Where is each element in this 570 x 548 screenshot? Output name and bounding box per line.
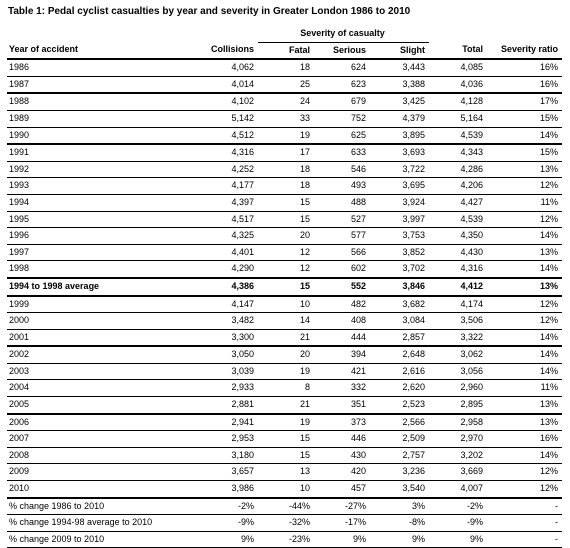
collisions-cell: 4,102 — [189, 93, 258, 110]
slight-cell: 2,757 — [370, 447, 429, 464]
table-row — [7, 447, 562, 464]
fatal-cell: 21 — [258, 397, 314, 414]
col-header-collisions: Collisions — [189, 42, 258, 59]
slight-cell: 3,388 — [370, 76, 429, 93]
fatal-cell: 19 — [258, 414, 314, 431]
total-cell: 4,316 — [429, 261, 487, 278]
col-header-total: Total — [429, 42, 487, 59]
serious-cell: 633 — [314, 144, 370, 161]
table-row — [7, 59, 562, 76]
fatal-cell: 12 — [258, 244, 314, 261]
serious-cell: 493 — [314, 178, 370, 195]
collisions-cell: 4,062 — [189, 59, 258, 76]
severity-ratio-cell: 16% — [487, 59, 562, 76]
slight-cell: 3,702 — [370, 261, 429, 278]
table-row — [7, 110, 562, 127]
serious-cell: 488 — [314, 194, 370, 211]
severity-ratio-cell: 16% — [487, 76, 562, 93]
table-row — [7, 397, 562, 414]
serious-cell: 624 — [314, 59, 370, 76]
year-cell: 2005 — [7, 397, 189, 414]
slight-cell: 3,997 — [370, 211, 429, 228]
casualties-table — [7, 26, 562, 548]
year-cell: 2002 — [7, 346, 189, 363]
severity-ratio-cell: 12% — [487, 481, 562, 498]
slight-cell: 3,895 — [370, 127, 429, 144]
collisions-cell: 4,397 — [189, 194, 258, 211]
serious-cell: 623 — [314, 76, 370, 93]
severity-ratio-cell: - — [487, 515, 562, 532]
collisions-cell: 3,039 — [189, 363, 258, 380]
year-cell: 1993 — [7, 178, 189, 195]
col-header-slight: Slight — [370, 42, 429, 59]
severity-ratio-cell: 11% — [487, 194, 562, 211]
slight-cell: 3,852 — [370, 244, 429, 261]
total-cell: 4,036 — [429, 76, 487, 93]
table-row — [7, 363, 562, 380]
table-row — [7, 261, 562, 278]
severity-ratio-cell: 12% — [487, 296, 562, 313]
fatal-cell: 13 — [258, 464, 314, 481]
severity-ratio-cell: 13% — [487, 414, 562, 431]
total-cell: 4,174 — [429, 296, 487, 313]
fatal-cell: 25 — [258, 76, 314, 93]
slight-cell: 3,236 — [370, 464, 429, 481]
slight-cell: 2,509 — [370, 431, 429, 448]
serious-cell: 444 — [314, 329, 370, 346]
total-cell: 4,430 — [429, 244, 487, 261]
collisions-cell: 4,386 — [189, 278, 258, 296]
fatal-cell: 15 — [258, 194, 314, 211]
table-row — [7, 244, 562, 261]
table-row — [7, 161, 562, 178]
slight-cell: 3,722 — [370, 161, 429, 178]
total-cell: 2,960 — [429, 380, 487, 397]
year-cell: 2006 — [7, 414, 189, 431]
col-header-serious: Serious — [314, 42, 370, 59]
year-cell: 2004 — [7, 380, 189, 397]
severity-ratio-cell: 14% — [487, 329, 562, 346]
total-cell: 4,427 — [429, 194, 487, 211]
total-cell: 4,085 — [429, 59, 487, 76]
serious-cell: 332 — [314, 380, 370, 397]
table-row — [7, 127, 562, 144]
total-cell: 3,062 — [429, 346, 487, 363]
group-header-row — [7, 26, 562, 42]
col-header-fatal: Fatal — [258, 42, 314, 59]
column-header-row — [7, 42, 562, 59]
collisions-cell: 3,300 — [189, 329, 258, 346]
year-cell: 2003 — [7, 363, 189, 380]
collisions-cell: 4,517 — [189, 211, 258, 228]
serious-cell: 527 — [314, 211, 370, 228]
table-body — [7, 59, 562, 548]
table-row — [7, 498, 562, 515]
severity-ratio-cell: 13% — [487, 244, 562, 261]
year-cell: 2008 — [7, 447, 189, 464]
fatal-cell: 20 — [258, 346, 314, 363]
year-cell: 1998 — [7, 261, 189, 278]
severity-group-header: Severity of casualty — [258, 26, 429, 42]
total-cell: 5,164 — [429, 110, 487, 127]
slight-cell: 3,084 — [370, 313, 429, 330]
table-row — [7, 329, 562, 346]
severity-ratio-cell: 11% — [487, 380, 562, 397]
year-cell: % change 2009 to 2010 — [7, 531, 189, 548]
severity-ratio-cell: 14% — [487, 228, 562, 245]
severity-ratio-cell: 13% — [487, 278, 562, 296]
table-row — [7, 76, 562, 93]
fatal-cell: 21 — [258, 329, 314, 346]
year-cell: 1994 to 1998 average — [7, 278, 189, 296]
total-cell: 3,202 — [429, 447, 487, 464]
serious-cell: 408 — [314, 313, 370, 330]
severity-ratio-cell: 15% — [487, 110, 562, 127]
fatal-cell: 15 — [258, 447, 314, 464]
collisions-cell: 3,482 — [189, 313, 258, 330]
serious-cell: 546 — [314, 161, 370, 178]
collisions-cell: 4,014 — [189, 76, 258, 93]
severity-ratio-cell: 16% — [487, 431, 562, 448]
table-row — [7, 431, 562, 448]
slight-cell: 2,620 — [370, 380, 429, 397]
year-cell: 1990 — [7, 127, 189, 144]
total-cell: 4,539 — [429, 127, 487, 144]
collisions-cell: 2,941 — [189, 414, 258, 431]
table-row — [7, 515, 562, 532]
slight-cell: 3,693 — [370, 144, 429, 161]
severity-ratio-cell: 14% — [487, 363, 562, 380]
year-cell: 1994 — [7, 194, 189, 211]
total-cell: 4,128 — [429, 93, 487, 110]
slight-cell: 3,846 — [370, 278, 429, 296]
year-cell: % change 1986 to 2010 — [7, 498, 189, 515]
table-row — [7, 481, 562, 498]
total-cell: 4,539 — [429, 211, 487, 228]
serious-cell: 577 — [314, 228, 370, 245]
collisions-cell: 4,177 — [189, 178, 258, 195]
total-cell: 4,206 — [429, 178, 487, 195]
serious-cell: 446 — [314, 431, 370, 448]
year-cell: 1987 — [7, 76, 189, 93]
collisions-cell: 4,401 — [189, 244, 258, 261]
slight-cell: -8% — [370, 515, 429, 532]
table-row — [7, 296, 562, 313]
fatal-cell: 10 — [258, 296, 314, 313]
group-header-spacer — [429, 26, 487, 42]
slight-cell: 3,443 — [370, 59, 429, 76]
collisions-cell: 3,986 — [189, 481, 258, 498]
year-cell: 1996 — [7, 228, 189, 245]
serious-cell: -27% — [314, 498, 370, 515]
table-row — [7, 414, 562, 431]
serious-cell: -17% — [314, 515, 370, 532]
severity-ratio-cell: 13% — [487, 397, 562, 414]
collisions-cell: 4,512 — [189, 127, 258, 144]
slight-cell: 9% — [370, 531, 429, 548]
total-cell: 4,350 — [429, 228, 487, 245]
severity-ratio-cell: 12% — [487, 178, 562, 195]
severity-ratio-cell: 12% — [487, 464, 562, 481]
serious-cell: 566 — [314, 244, 370, 261]
table-row — [7, 194, 562, 211]
serious-cell: 394 — [314, 346, 370, 363]
slight-cell: 2,648 — [370, 346, 429, 363]
serious-cell: 420 — [314, 464, 370, 481]
total-cell: 3,669 — [429, 464, 487, 481]
slight-cell: 2,857 — [370, 329, 429, 346]
fatal-cell: 19 — [258, 127, 314, 144]
collisions-cell: 3,657 — [189, 464, 258, 481]
fatal-cell: 24 — [258, 93, 314, 110]
collisions-cell: 4,290 — [189, 261, 258, 278]
fatal-cell: 18 — [258, 59, 314, 76]
severity-ratio-cell: 17% — [487, 93, 562, 110]
fatal-cell: 15 — [258, 211, 314, 228]
fatal-cell: -32% — [258, 515, 314, 532]
collisions-cell: 3,180 — [189, 447, 258, 464]
collisions-cell: 4,252 — [189, 161, 258, 178]
serious-cell: 457 — [314, 481, 370, 498]
year-cell: 1988 — [7, 93, 189, 110]
slight-cell: 4,379 — [370, 110, 429, 127]
year-cell: 2010 — [7, 481, 189, 498]
slight-cell: 3,540 — [370, 481, 429, 498]
collisions-cell: -2% — [189, 498, 258, 515]
severity-ratio-cell: 14% — [487, 127, 562, 144]
fatal-cell: -44% — [258, 498, 314, 515]
col-header-year: Year of accident — [7, 42, 189, 59]
year-cell: 1999 — [7, 296, 189, 313]
slight-cell: 3,682 — [370, 296, 429, 313]
collisions-cell: 2,881 — [189, 397, 258, 414]
table-row — [7, 313, 562, 330]
fatal-cell: 19 — [258, 363, 314, 380]
severity-ratio-cell: 12% — [487, 313, 562, 330]
fatal-cell: 20 — [258, 228, 314, 245]
total-cell: -9% — [429, 515, 487, 532]
year-cell: 1986 — [7, 59, 189, 76]
year-cell: 2007 — [7, 431, 189, 448]
severity-ratio-cell: 12% — [487, 211, 562, 228]
slight-cell: 3,695 — [370, 178, 429, 195]
serious-cell: 482 — [314, 296, 370, 313]
table-row — [7, 464, 562, 481]
fatal-cell: 17 — [258, 144, 314, 161]
collisions-cell: -9% — [189, 515, 258, 532]
year-cell: 1992 — [7, 161, 189, 178]
total-cell: 2,895 — [429, 397, 487, 414]
serious-cell: 351 — [314, 397, 370, 414]
slight-cell: 2,616 — [370, 363, 429, 380]
total-cell: 2,970 — [429, 431, 487, 448]
severity-ratio-cell: - — [487, 531, 562, 548]
table-row — [7, 178, 562, 195]
fatal-cell: 18 — [258, 178, 314, 195]
collisions-cell: 5,142 — [189, 110, 258, 127]
collisions-cell: 3,050 — [189, 346, 258, 363]
serious-cell: 373 — [314, 414, 370, 431]
total-cell: 4,412 — [429, 278, 487, 296]
table-row — [7, 380, 562, 397]
fatal-cell: 18 — [258, 161, 314, 178]
total-cell: 3,056 — [429, 363, 487, 380]
total-cell: 9% — [429, 531, 487, 548]
total-cell: 3,322 — [429, 329, 487, 346]
severity-ratio-cell: - — [487, 498, 562, 515]
collisions-cell: 2,933 — [189, 380, 258, 397]
severity-ratio-cell: 14% — [487, 261, 562, 278]
collisions-cell: 4,325 — [189, 228, 258, 245]
year-cell: 1995 — [7, 211, 189, 228]
serious-cell: 625 — [314, 127, 370, 144]
collisions-cell: 4,147 — [189, 296, 258, 313]
year-cell: 2000 — [7, 313, 189, 330]
slight-cell: 3,753 — [370, 228, 429, 245]
group-header-spacer — [487, 26, 562, 42]
total-cell: 4,286 — [429, 161, 487, 178]
year-cell: 2001 — [7, 329, 189, 346]
severity-ratio-cell: 14% — [487, 346, 562, 363]
year-cell: 1989 — [7, 110, 189, 127]
total-cell: 4,007 — [429, 481, 487, 498]
table-row — [7, 531, 562, 548]
year-cell: 1997 — [7, 244, 189, 261]
col-header-severity-ratio: Severity ratio — [487, 42, 562, 59]
fatal-cell: 12 — [258, 261, 314, 278]
fatal-cell: 15 — [258, 278, 314, 296]
table-row — [7, 278, 562, 296]
year-cell: % change 1994-98 average to 2010 — [7, 515, 189, 532]
severity-ratio-cell: 13% — [487, 161, 562, 178]
serious-cell: 552 — [314, 278, 370, 296]
slight-cell: 2,566 — [370, 414, 429, 431]
severity-ratio-cell: 14% — [487, 447, 562, 464]
year-cell: 1991 — [7, 144, 189, 161]
fatal-cell: 15 — [258, 431, 314, 448]
group-header-spacer — [7, 26, 189, 42]
fatal-cell: 10 — [258, 481, 314, 498]
serious-cell: 430 — [314, 447, 370, 464]
slight-cell: 3,924 — [370, 194, 429, 211]
table-row — [7, 228, 562, 245]
table-row — [7, 346, 562, 363]
total-cell: 2,958 — [429, 414, 487, 431]
collisions-cell: 9% — [189, 531, 258, 548]
fatal-cell: 14 — [258, 313, 314, 330]
slight-cell: 2,523 — [370, 397, 429, 414]
collisions-cell: 2,953 — [189, 431, 258, 448]
total-cell: 4,343 — [429, 144, 487, 161]
total-cell: 3,506 — [429, 313, 487, 330]
serious-cell: 679 — [314, 93, 370, 110]
fatal-cell: 33 — [258, 110, 314, 127]
table-row — [7, 144, 562, 161]
serious-cell: 602 — [314, 261, 370, 278]
severity-ratio-cell: 15% — [487, 144, 562, 161]
slight-cell: 3,425 — [370, 93, 429, 110]
table-row — [7, 211, 562, 228]
serious-cell: 421 — [314, 363, 370, 380]
collisions-cell: 4,316 — [189, 144, 258, 161]
table-row — [7, 93, 562, 110]
serious-cell: 752 — [314, 110, 370, 127]
serious-cell: 9% — [314, 531, 370, 548]
fatal-cell: -23% — [258, 531, 314, 548]
year-cell: 2009 — [7, 464, 189, 481]
fatal-cell: 8 — [258, 380, 314, 397]
table-title: Table 1: Pedal cyclist casualties by year and severity in Greater London 1986 to 2010 — [8, 6, 411, 17]
group-header-spacer — [189, 26, 258, 42]
slight-cell: 3% — [370, 498, 429, 515]
total-cell: -2% — [429, 498, 487, 515]
